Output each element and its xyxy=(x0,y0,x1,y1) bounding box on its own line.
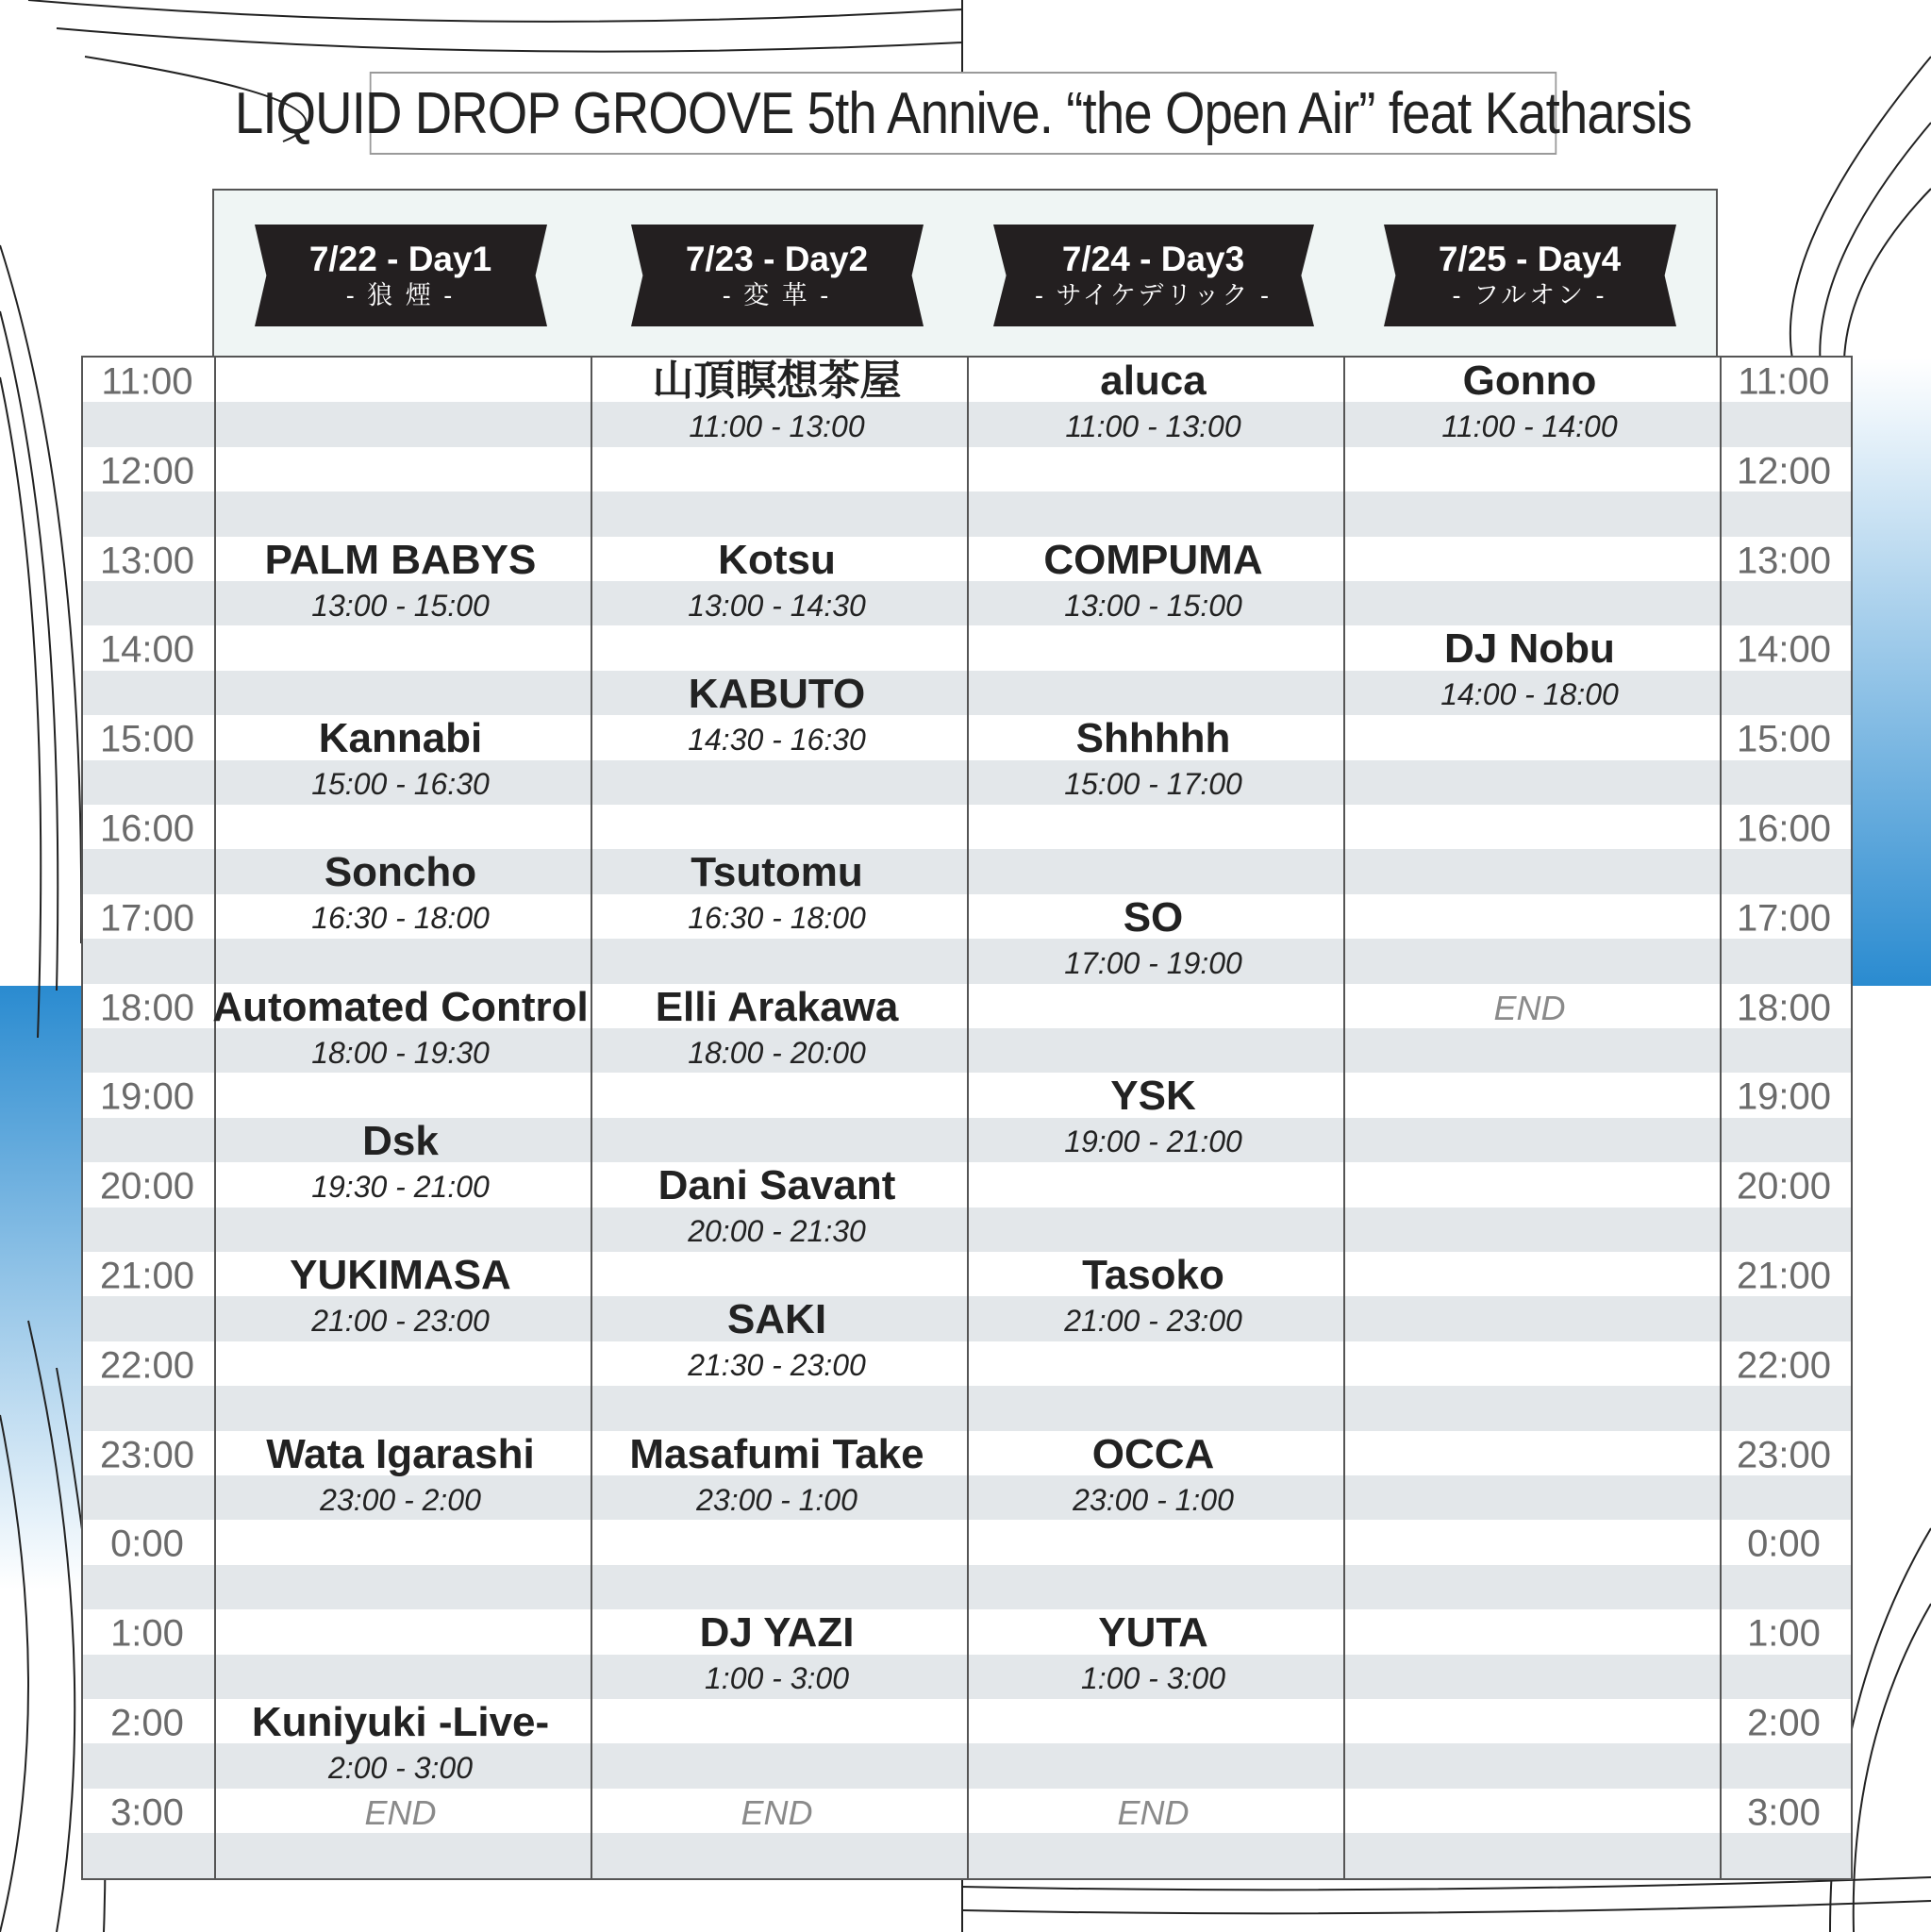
set-time: 23:00 - 1:00 xyxy=(1073,1482,1234,1517)
artist-slot xyxy=(212,1699,589,1790)
time-label-right: 12:00 xyxy=(1736,450,1832,492)
artist-slot xyxy=(212,984,589,1074)
time-label-right: 15:00 xyxy=(1736,718,1832,760)
set-time: 18:00 - 20:00 xyxy=(688,1035,866,1070)
artist-slot xyxy=(965,537,1341,627)
time-label-left: 15:00 xyxy=(99,718,195,760)
artist-slot xyxy=(589,984,965,1074)
time-label-left: 3:00 xyxy=(110,1791,184,1834)
time-label-left: 22:00 xyxy=(99,1344,195,1387)
set-time: 19:30 - 21:00 xyxy=(311,1169,490,1204)
set-time: 20:00 - 21:30 xyxy=(688,1214,866,1249)
end-label: END xyxy=(1493,988,1566,1027)
time-label-left: 21:00 xyxy=(99,1255,195,1297)
time-label-right: 16:00 xyxy=(1736,808,1832,850)
set-time: 23:00 - 2:00 xyxy=(320,1482,481,1517)
artist-name: Dani Savant xyxy=(658,1162,896,1209)
day-date: 7/24 - Day3 xyxy=(1061,240,1245,278)
end-label: END xyxy=(364,1792,437,1832)
day-date: 7/25 - Day4 xyxy=(1438,240,1622,278)
artist-slot xyxy=(1341,625,1718,716)
artist-name: YUTA xyxy=(1098,1609,1208,1657)
set-time: 11:00 - 13:00 xyxy=(1065,409,1241,443)
time-label-left: 2:00 xyxy=(110,1702,184,1744)
day-badge-1 xyxy=(255,225,547,326)
artist-slot xyxy=(212,849,589,940)
artist-name: Shhhhh xyxy=(1075,715,1231,762)
artist-name: DJ YAZI xyxy=(699,1609,855,1657)
time-label-left: 19:00 xyxy=(99,1075,195,1118)
set-time: 19:00 - 21:00 xyxy=(1064,1124,1242,1159)
time-label-left: 18:00 xyxy=(99,987,195,1029)
artist-name: Tsutomu xyxy=(691,849,863,896)
set-time: 11:00 - 14:00 xyxy=(1441,409,1618,443)
set-time: 14:30 - 16:30 xyxy=(688,722,866,757)
set-time: 21:00 - 23:00 xyxy=(1064,1304,1242,1338)
day-badge-2 xyxy=(631,225,924,326)
set-time: 13:00 - 15:00 xyxy=(311,588,490,623)
artist-name: Gonno xyxy=(1462,358,1597,404)
column-divider xyxy=(1343,358,1345,1880)
artist-name: Kotsu xyxy=(718,536,836,583)
time-label-right: 22:00 xyxy=(1736,1344,1832,1387)
artist-slot xyxy=(212,1431,589,1522)
day-theme: - フルオン - xyxy=(1452,281,1607,309)
time-label-right: 20:00 xyxy=(1736,1165,1832,1208)
artist-name: SAKI xyxy=(726,1296,827,1343)
page-title: LIQUID DROP GROOVE 5th Annive. “the Open Air” feat Katharsis xyxy=(370,72,1556,155)
time-label-left: 16:00 xyxy=(99,808,195,850)
set-time: 16:30 - 18:00 xyxy=(688,901,866,936)
day-badge-3 xyxy=(993,225,1314,326)
artist-slot xyxy=(212,1118,589,1208)
end-label: END xyxy=(741,1792,813,1832)
set-time: 17:00 - 19:00 xyxy=(1064,945,1242,980)
artist-slot xyxy=(589,537,965,627)
artist-name: Wata Igarashi xyxy=(266,1430,535,1477)
day-date: 7/22 - Day1 xyxy=(308,240,492,278)
artist-name: Kuniyuki -Live- xyxy=(251,1699,550,1745)
artist-name: OCCA xyxy=(1091,1430,1215,1477)
day-badge-4 xyxy=(1384,225,1676,326)
time-label-right: 11:00 xyxy=(1738,360,1830,403)
time-label-right: 14:00 xyxy=(1736,628,1832,671)
artist-name: Elli Arakawa xyxy=(655,983,899,1030)
artist-slot xyxy=(589,849,965,940)
artist-slot xyxy=(589,671,965,761)
set-time: 21:00 - 23:00 xyxy=(311,1304,490,1338)
day-theme: - サイケデリック - xyxy=(1035,281,1272,309)
set-time: 11:00 - 13:00 xyxy=(689,409,865,443)
set-time: 16:30 - 18:00 xyxy=(311,901,490,936)
time-label-left: 17:00 xyxy=(99,897,195,940)
set-time: 13:00 - 15:00 xyxy=(1064,588,1242,623)
artist-slot xyxy=(589,1431,965,1522)
time-label-right: 23:00 xyxy=(1736,1434,1832,1476)
day-date: 7/23 - Day2 xyxy=(685,240,869,278)
set-time: 23:00 - 1:00 xyxy=(696,1482,857,1517)
end-label: END xyxy=(1117,1792,1190,1832)
artist-name: 山頂瞑想茶屋 xyxy=(652,358,902,404)
time-label-right: 2:00 xyxy=(1747,1702,1821,1744)
artist-slot xyxy=(965,715,1341,806)
set-time: 21:30 - 23:00 xyxy=(688,1348,866,1383)
time-label-left: 11:00 xyxy=(101,360,193,403)
artist-name: PALM BABYS xyxy=(264,536,537,583)
artist-slot xyxy=(589,1609,965,1700)
artist-slot xyxy=(589,1162,965,1253)
artist-name: Dsk xyxy=(362,1117,439,1164)
time-label-left: 20:00 xyxy=(99,1165,195,1208)
time-label-right: 3:00 xyxy=(1747,1791,1821,1834)
time-label-left: 0:00 xyxy=(110,1523,184,1565)
time-label-left: 13:00 xyxy=(99,540,195,582)
artist-name: Tasoko xyxy=(1082,1252,1224,1298)
time-label-left: 1:00 xyxy=(110,1612,184,1655)
time-label-right: 0:00 xyxy=(1747,1523,1821,1565)
set-time: 2:00 - 3:00 xyxy=(328,1751,473,1785)
artist-slot xyxy=(965,1252,1341,1342)
set-time: 13:00 - 14:30 xyxy=(688,588,866,623)
time-label-right: 1:00 xyxy=(1747,1612,1821,1655)
artist-name: Masafumi Take xyxy=(629,1430,924,1477)
artist-slot xyxy=(212,537,589,627)
artist-name: YUKIMASA xyxy=(290,1252,511,1298)
artist-name: Automated Control xyxy=(212,983,589,1030)
artist-name: YSK xyxy=(1110,1073,1196,1120)
artist-name: SO xyxy=(1123,893,1184,941)
artist-slot xyxy=(965,1073,1341,1163)
artist-slot xyxy=(965,1431,1341,1522)
artist-slot xyxy=(212,1252,589,1342)
artist-name: Soncho xyxy=(324,849,477,896)
artist-slot xyxy=(965,1609,1341,1700)
time-label-left: 12:00 xyxy=(99,450,195,492)
artist-slot xyxy=(965,894,1341,985)
set-time: 14:00 - 18:00 xyxy=(1440,677,1619,712)
time-label-right: 18:00 xyxy=(1736,987,1832,1029)
day-theme: - 変 革 - xyxy=(722,281,832,309)
artist-slot xyxy=(1341,358,1718,448)
set-time: 18:00 - 19:30 xyxy=(311,1035,490,1070)
artist-slot xyxy=(589,358,965,448)
time-label-left: 23:00 xyxy=(99,1434,195,1476)
set-time: 1:00 - 3:00 xyxy=(705,1661,849,1696)
set-time: 15:00 - 17:00 xyxy=(1064,767,1242,802)
time-label-right: 21:00 xyxy=(1736,1255,1832,1297)
day-theme: - 狼 煙 - xyxy=(345,281,456,309)
time-label-right: 19:00 xyxy=(1736,1075,1832,1118)
artist-slot xyxy=(212,715,589,806)
set-time: 1:00 - 3:00 xyxy=(1081,1661,1225,1696)
artist-slot xyxy=(965,358,1341,448)
artist-name: COMPUMA xyxy=(1043,536,1263,583)
time-label-left: 14:00 xyxy=(99,628,195,671)
artist-name: DJ Nobu xyxy=(1444,625,1615,673)
time-label-right: 13:00 xyxy=(1736,540,1832,582)
artist-name: aluca xyxy=(1100,358,1207,404)
artist-name: KABUTO xyxy=(688,670,866,717)
time-label-right: 17:00 xyxy=(1736,897,1832,940)
set-time: 15:00 - 16:30 xyxy=(311,767,490,802)
artist-slot xyxy=(589,1296,965,1387)
artist-name: Kannabi xyxy=(318,715,483,762)
